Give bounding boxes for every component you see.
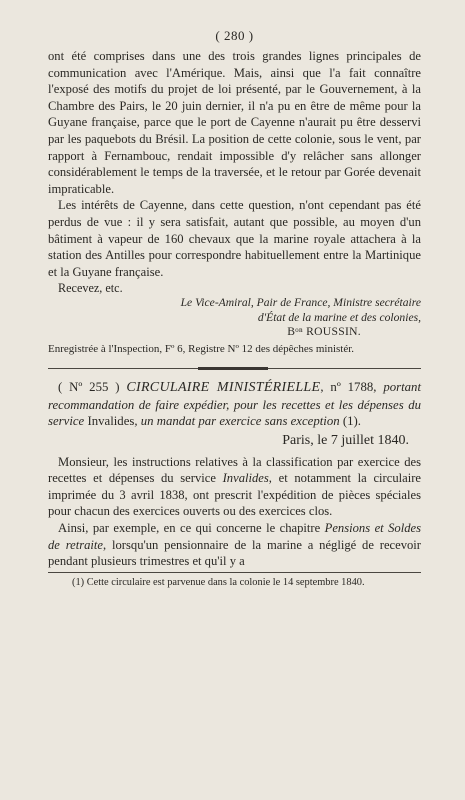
signature-title-2: d'État de la marine et des colonies, [257,310,421,324]
paragraph-3-a: Monsieur, les instructions relatives à la classification par exercice des recettes et dépenses du service [48,454,421,486]
signature-title-1: Le Vice-Amiral, Pair de France, Ministre secrétaire [180,296,421,310]
footnote: (1) Cette circulaire est parvenue dans la colonie le 14 septembre 1840. [72,576,365,588]
divider-ornament [198,367,268,370]
paragraph-4-b: Pensions et Soldes de retraite [48,520,421,552]
page-number: ( 280 ) [215,28,254,43]
circular-subject-a: portant recommandation de faire expédier, pour les recettes et les dépenses du service [48,380,421,429]
registration-note: Enregistrée à l'Inspection, Fº 6, Registre Nº 12 des dépêches ministér. [48,343,355,356]
circular-number: ( Nº 255 ) [58,380,120,395]
paragraph-1: ont été comprises dans une des trois grandes lignes principales de communication avec l'Amérique. Mais, ainsi que l'a fait connaître l'exposé des motifs du projet de loi présenté, par le Gouvernement, à la Chambre des Pairs, le 20 juin dernier, il n'a pu en être de même pour la Guyane française, parce que le port de Cayenne n'aurait pu être desservi par les paquebots du Brésil. La position de cette colonie, sous le vent, par rapport à Fernambouc, rendait impossible d'y relâcher sans allonger considérablement le temps de la traversée, et le retour par Gorée devenait impraticable. [48,49,421,196]
paragraph-2: Les intérêts de Cayenne, dans cette question, n'ont cependant pas été perdus de vue : il y sera satisfait, autant que possible, au moyen d'un bâtiment à vapeur de 160 chevaux que la marine royale attachera à la station des Antilles pour correspondre habituellement entre la Martinique et la Guyane française. [48,198,421,279]
circular-subject-c: , un mandat par exercice sans exception [134,414,340,429]
circular-heading [48,379,421,429]
circular-date: Paris, le 7 juillet 1840. [282,432,409,448]
footnote-reference: (1). [342,414,361,429]
text-column [48,28,421,590]
paragraph-3-c: , et notamment la circulaire imprimée du 3 avril 1838, ont prescrit l'expédition de pièces spéciales pour chacun des exercices ouverts ou des exercices clos. [48,471,421,519]
paragraph-4-c: , lorsqu'un pensionnaire de la marine a négligé de recevoir pendant plusieurs trimestres et qu'il y a [48,537,422,569]
circular-ref: , nº 1788, [320,380,377,395]
signature-name: Bᵒⁿ ROUSSIN. [287,325,361,339]
paragraph-4-a: Ainsi, par exemple, en ce qui concerne le chapitre [58,520,321,535]
section-divider [48,363,421,373]
paragraph-4 [48,520,421,570]
paragraph-3-b: Invalides [222,471,269,486]
paragraph-3 [48,454,421,520]
closing-formula: Recevez, etc. [58,281,123,296]
circular-title: CIRCULAIRE MINISTÉRIELLE [126,380,321,396]
circular-subject-b: Invalides [87,414,135,429]
footnote-rule [48,572,421,573]
